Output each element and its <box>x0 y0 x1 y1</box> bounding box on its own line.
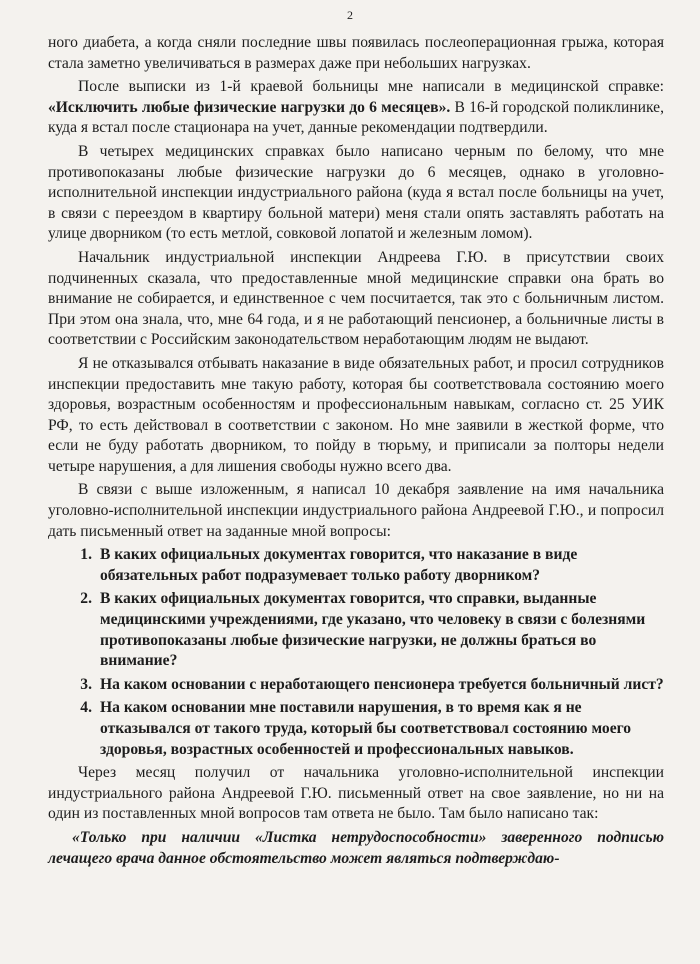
list-item-text: В каких официальных документах говорится, что справки, выданные медицинскими учреждениями, где указано, что человеку в связи с болезнями противопоказаны любые физические нагрузки, не должны браться во внимание? <box>100 590 646 670</box>
paragraph-1: ного диабета, а когда сняли последние швы появилась послеоперационная грыжа, которая стала заметно увеличиваться в размерах даже при небольших нагрузках. <box>48 34 664 72</box>
paragraph-after-list: Через месяц получил от начальника уголовно-исполнительной инспекции индустриального района Андреевой Г.Ю. письменный ответ на свое заявление, но ни на один из поставленных мной вопросов там ответа не было. Там было написано так: <box>48 764 664 823</box>
list-item <box>48 545 664 586</box>
list-item-number: 4. <box>80 699 92 717</box>
quoted-reply: «Только при наличии «Листка нетрудоспособности» заверенного подписью лечащего врача данное обстоятельство может являться подтверждаю- <box>48 828 664 867</box>
list-item <box>48 589 664 671</box>
list-item-text: В каких официальных документах говорится, что наказание в виде обязательных работ подразумевает только работу дворником? <box>100 546 578 584</box>
paragraph-2-pre: После выписки из 1-й краевой больницы мне написали в медицинской справке: <box>78 78 664 96</box>
paragraph-3: В четырех медицинских справках было написано черным по белому, что мне противопоказаны любые физические нагрузки до 6 месяцев, однако в уголовно-исполнительной инспекции индустриального района (куда я встал после больницы на учет, в связи с переездом в квартиру больной матери) меня стали опять заставлять работать на улице дворником (то есть метлой, совковой лопатой и железным ломом). <box>48 142 664 243</box>
questions-list <box>48 545 664 760</box>
document-body <box>48 33 664 869</box>
list-item <box>48 698 664 760</box>
list-item-text: На каком основании мне поставили нарушения, в то время как я не отказывался от такого труда, который бы соответствовал состоянию моего здоровья, возрастных особенностей и профессиональных навыков. <box>100 699 632 758</box>
list-item-text: На каком основании с неработающего пенсионера требуется больничный лист? <box>100 675 664 693</box>
paragraph-2-post: В 16-й городской поликлинике, куда я встал после стационара на учет, данные рекомендации подтвердили. <box>48 98 664 137</box>
page-number: 2 <box>347 8 353 22</box>
paragraph-5: Я не отказывался отбывать наказание в виде обязательных работ, и просил сотрудников инспекции предоставить мне такую работу, которая бы соответствовала состоянию моего здоровья, возрастным особенностям и профессиональным навыкам, согласно ст. 25 УИК РФ, то есть действовал в соответствии с законом. Но мне заявили в жесткой форме, что если не буду работать дворником, то пойду в тюрьму, и приписали за полторы недели четыре нарушения, а для лишения свободы нужно всего два. <box>48 354 664 475</box>
list-item <box>48 675 664 696</box>
paragraph-6: В связи с выше изложенным, я написал 10 декабря заявление на имя начальника уголовно-исполнительной инспекции индустриального района Андреевой Г.Ю., и попросил дать письменный ответ на заданные мной вопросы: <box>48 481 664 540</box>
paragraph-4: Начальник индустриальной инспекции Андреева Г.Ю. в присутствии своих подчиненных сказала, что предоставленные мной медицинские справки она брать во внимание не собирается, и единственное с чем посчитается, так это с больничным листом. При этом она знала, что, мне 64 года, и я не работающий пенсионер, а больничные листы в соответствии с Российским законодательством неработающим людям не выдают. <box>48 248 664 349</box>
paragraph-2-bold-quote: «Исключить любые физические нагрузки до 6 месяцев». <box>48 98 451 116</box>
paragraph-2 <box>48 77 664 139</box>
list-item-number: 3. <box>80 675 92 693</box>
list-item-number: 2. <box>80 590 92 608</box>
list-item-number: 1. <box>80 546 92 564</box>
